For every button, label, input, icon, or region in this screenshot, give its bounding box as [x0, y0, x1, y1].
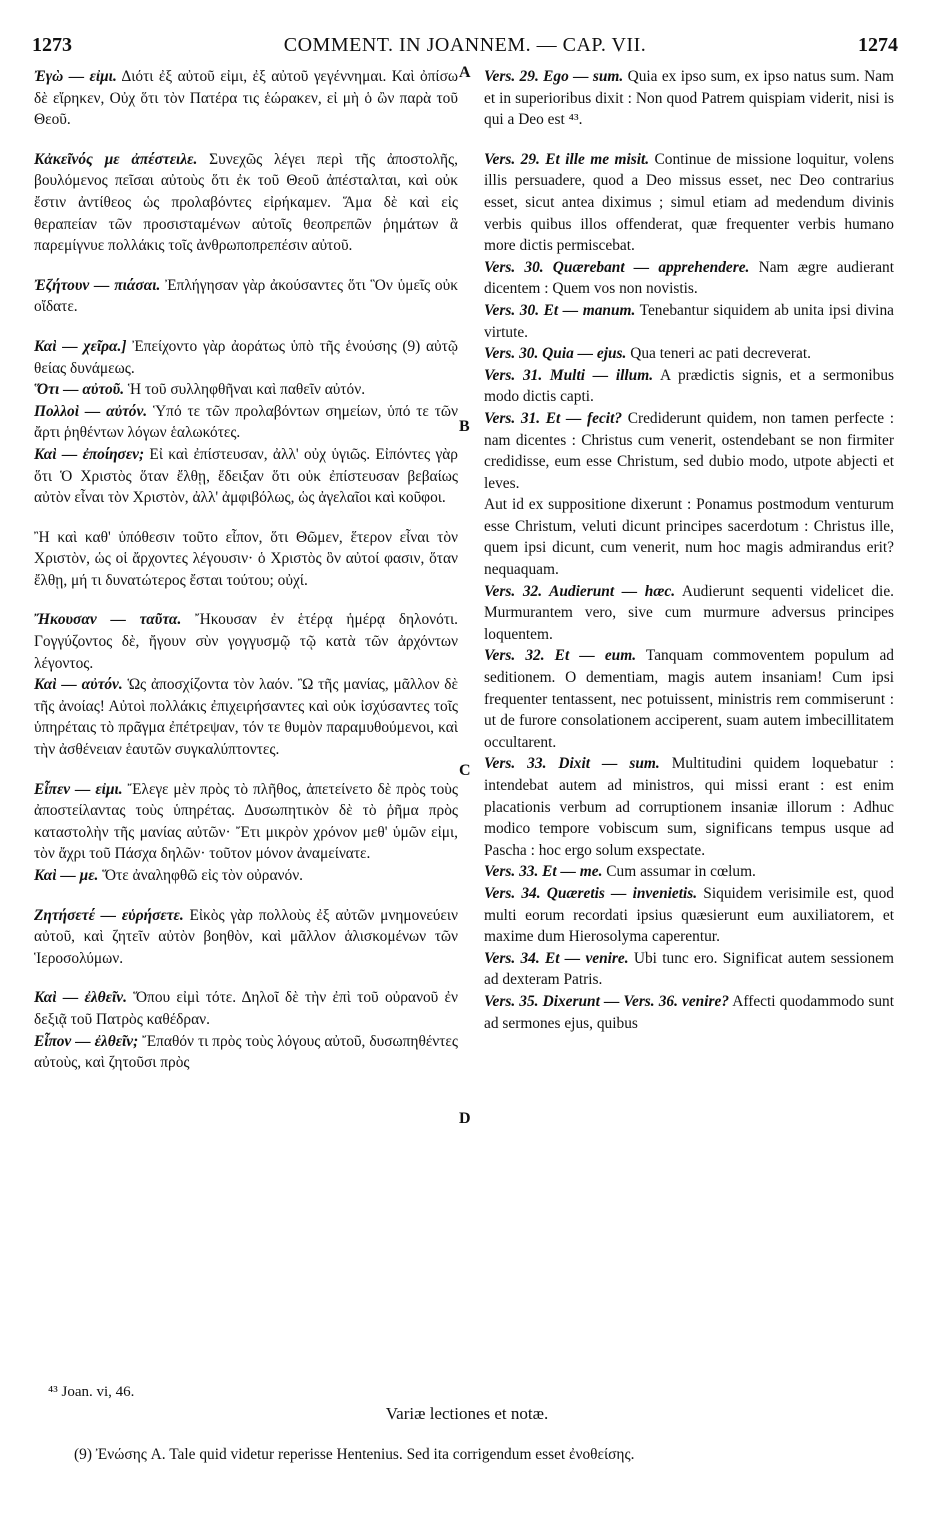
greek-paragraph: Καὶ — με. Ὅτε ἀναληφθῶ εἰς τὸν οὐρανόν. — [34, 867, 304, 884]
latin-paragraph: Vers. 30. Et — manum. Tenebantur siquidem ab unita ipsi divina virtute. — [484, 301, 894, 341]
latin-paragraph: Aut id ex suppositione dixerunt : Ponamus postmodum venturum esse Christum, veluti dicunt principes sacerdotum : Christus ille, quem ipsi dicunt, cum venerit, num hoc magis admirandus erit? nequaquam. — [484, 496, 894, 579]
latin-paragraph: Vers. 34. Quæretis — invenietis. Siquidem verisimile est, quod multi eorum recordati ipsius quæsierunt eum auxiliatorem, et maxime dum Hierosolyma caperentur. — [484, 884, 894, 946]
margin-marker-b: B — [459, 418, 470, 435]
latin-paragraph: Vers. 33. Dixit — sum. Multitudini quidem loquebatur : intendebat autem ad ministros, qui missi erant : est enim placationis verbum ad corruptionem insaniæ illorum : Adhuc modico tempore vobiscum sum, significans tempus usque ad Pascha : hoc ergo solum exspectate. — [484, 755, 894, 859]
variae-lectiones-note: (9) Ἐνώσης A. Tale quid videtur reperisse Hentenius. Sed ita corrigendum esset ἐνοθείσης. — [74, 1446, 635, 1463]
margin-marker-c: C — [459, 762, 471, 779]
greek-paragraph: Ὅτι — αὐτοῦ. Ἡ τοῦ συλληφθῆναι καὶ παθεῖν αὐτόν. — [34, 381, 366, 399]
greek-paragraph: Καὶ — ἐλθεῖν. Ὅπου εἰμὶ τότε. Δηλοῖ δὲ τὴν ἐπὶ τοῦ οὐρανοῦ ἐν δεξιᾷ τοῦ Πατρὸς καθέδραν. — [34, 989, 458, 1028]
greek-paragraph: Καὶ — ἐποίησεν; Εἰ καὶ ἐπίστευσαν, ἀλλ' οὐχ ὑγιῶς. Εἰπόντες γὰρ ὅτι Ὁ Χριστὸς ὅταν ἔλθῃ, ἔδειξαν ὅτι οὐκ ἐπίστευσαν βεβαίως αὐτὸν εἶναι τὸν Χριστὸν, ἀλλ' ἀμφιβόλως, ὡς ἀγελαῖοι καὶ κοῦφοι. — [34, 445, 458, 507]
latin-paragraph: Vers. 35. Dixerunt — Vers. 36. venire? Affecti quodammodo sunt ad sermones ejus, quibus — [484, 992, 895, 1032]
greek-paragraph: Καὶ — αὐτόν. Ὡς ἀποσχίζοντα τὸν λαόν. Ὢ τῆς μανίας, μᾶλλον δὲ τῆς ἀνοίας! Αὐτοὶ πολλάκις ἐπιχειρήσαντες καὶ οὐκ ἰσχύσαντες τοῖς ὑπηρέταις τὸ πρᾶγμα ἐπέτρεψαν, τόν τε θυμὸν παραμυθούμενοι, καὶ τὴν ἀσθένειαν ἑαυτῶν συγκαλύπτοντες. — [34, 676, 458, 759]
greek-paragraph: Εἶπον — ἐλθεῖν; Ἔπαθόν τι πρὸς τοὺς λόγους αὐτοῦ, δυσωπηθέντες αὐτοὺς, καὶ ζητοῦσι πρὸς — [34, 1032, 458, 1072]
greek-paragraph: Εἶπεν — εἰμι. Ἔλεγε μὲν πρὸς τὸ πλῆθος, ἀπετείνετο δὲ πρὸς τοὺς ἀποστείλαντας τοὺς ὑπηρέτας. Δυσωπητικὸν δὲ τὸ ῥῆμα πρὸς καταστολὴν τῆς μανίας αὐτῶν· Ἔτι μικρὸν χρόνον μεθ' ὑμῶν εἰμι, τὸν ἄχρι τοῦ Πάσχα δηλῶν· τοῦτον μόνον ἀναμείνατε. — [34, 780, 458, 863]
running-title: COMMENT. IN JOANNEM. — CAP. VII. — [283, 34, 647, 56]
greek-column — [34, 66, 458, 1074]
latin-paragraph: Vers. 31. Et — fecit? Crediderunt quidem, non tamen perfecte : nam dicentes : Christus cum venerit, ostendebant se non firmiter credidisse, eum esse Christum, sed dubio modo, utpote abjecti et leves. — [484, 409, 895, 492]
latin-paragraph: Vers. 34. Et — venire. Ubi tunc ero. Significat autem sessionem ad dexteram Patris. — [484, 949, 894, 989]
latin-paragraph: Vers. 30. Quia — ejus. Qua teneri ac pati decreverat. — [484, 345, 811, 363]
greek-paragraph: Ἢ καὶ καθ' ὑπόθεσιν τοῦτο εἶπον, ὅτι Θῶμεν, ἕτερον εἶναι τὸν Χριστὸν, ὡς οἱ ἄρχοντες λέγουσιν· ὁ Χριστὸς ὃν αὐτοί φασιν, ὅταν ἔλθῃ, μή τι δυνατώτερος ἔσται τούτου; οὐχί. — [34, 528, 458, 589]
latin-paragraph: Vers. 32. Audierunt — hæc. Audierunt sequenti videlicet die. Murmurantem vero, sive cum murmure adversus principes loquentem. — [484, 582, 894, 643]
greek-paragraph: Κἀκεῖνός με ἀπέστειλε. Συνεχῶς λέγει περὶ τῆς ἀποστολῆς, βουλόμενος πεῖσαι αὐτοὺς ὅτι ἐκ τοῦ Θεοῦ ἀπέσταλται, καὶ οὐκ ἔστιν ἀντίθεος ὡς προλαβόντες εἰρήκαμεν. Ἅμα δὲ καὶ εἰς θεραπείαν τῶν προσισταμένων αὐτοῖς θεοπρεπῶν ῥημάτων ἃ παρεμίγνυε πολλάκις τοῖς ἀνθρωποπρεπέσιν αὐτοῦ. — [34, 150, 458, 255]
greek-paragraph: Πολλοὶ — αὐτόν. Ὑπό τε τῶν προλαβόντων σημείων, ὑπό τε τῶν ἄρτι ῥηθέντων λόγων ἑαλωκότες. — [34, 402, 458, 442]
latin-paragraph: Vers. 29. Ego — sum. Quia ex ipso sum, ex ipso natus sum. Nam et in superioribus dixit : Non quod Patrem quispiam viderit, nisi is qui a Deo est ⁴³. — [484, 68, 894, 129]
footnote: ⁴³ Joan. vi, 46. — [48, 1384, 135, 1400]
page-number-right: 1274 — [858, 34, 898, 56]
greek-paragraph: Ἤκουσαν — ταῦτα. Ἤκουσαν ἐν ἑτέρᾳ ἡμέρᾳ δηλονότι. Γογγύζοντος δὲ, ἤγουν σὺν γογγυσμῷ τῷ κατὰ τῶν ἀρχόντων λέγοντος. — [34, 611, 458, 672]
greek-paragraph: Ἐζήτουν — πιάσαι. Ἐπλήγησαν γὰρ ἀκούσαντες ὅτι Ὃν ὑμεῖς οὐκ οἴδατε. — [34, 276, 458, 316]
margin-marker-d: D — [459, 1110, 471, 1127]
latin-paragraph: Vers. 33. Et — me. Cum assumar in cœlum. — [484, 863, 756, 881]
greek-paragraph: Ζητήσετέ — εὑρήσετε. Εἰκὸς γὰρ πολλοὺς ἐξ αὐτῶν μνημονεύειν αὐτοῦ, καὶ ζητεῖν αὐτὸν βοηθὸν, καὶ μᾶλλον ἁλισκομένων τῶν Ἱεροσολύμων. — [34, 906, 458, 967]
latin-paragraph: Vers. 29. Et ille me misit. Continue de missione loquitur, volens illis persuadere, quod a Deo missus esset, nec Deo contrarius esset, sicut antea diximus ; simul etiam ad medendum divinis verbis quibus illos offenderat, quæ frequenter verbis humano more dictis permiscebat. — [484, 150, 894, 255]
latin-column — [484, 66, 894, 1034]
greek-paragraph: Ἐγὼ — εἰμι. Διότι ἐξ αὐτοῦ εἰμι, ἐξ αὐτοῦ γεγέννημαι. Καὶ ὀπίσω δὲ εἴρηκεν, Οὐχ ὅτι τὸν Πατέρα τις ἑώρακεν, εἰ μὴ ὁ ὢν παρὰ τοῦ Θεοῦ. — [34, 68, 458, 129]
latin-paragraph: Vers. 32. Et — eum. Tanquam commoventem populum ad seditionem. O dementiam, magis autem insaniam! Cum ipsi frequenter tentassent, nec potuissent, ministris rem commiserunt : ut de furore consolationem acciperent, suam autem imbecillitatem occultarent. — [484, 647, 894, 751]
page-number-left: 1273 — [32, 34, 72, 56]
page-header — [32, 34, 898, 64]
greek-paragraph: Καὶ — χεῖρα.] Ἐπείχοντο γὰρ ἀοράτως ὑπὸ τῆς ἑνούσης (9) αὐτῷ θείας δυνάμεως. — [34, 337, 458, 377]
latin-paragraph: Vers. 30. Quærebant — apprehendere. Nam ægre audierant dicentem : Quem vos non novistis. — [484, 258, 894, 298]
variae-lectiones-heading: Variæ lectiones et notæ. — [385, 1404, 549, 1423]
margin-marker-a: A — [459, 64, 471, 81]
latin-paragraph: Vers. 31. Multi — illum. A prædictis signis, et a sermonibus modo dictis capti. — [484, 366, 895, 406]
